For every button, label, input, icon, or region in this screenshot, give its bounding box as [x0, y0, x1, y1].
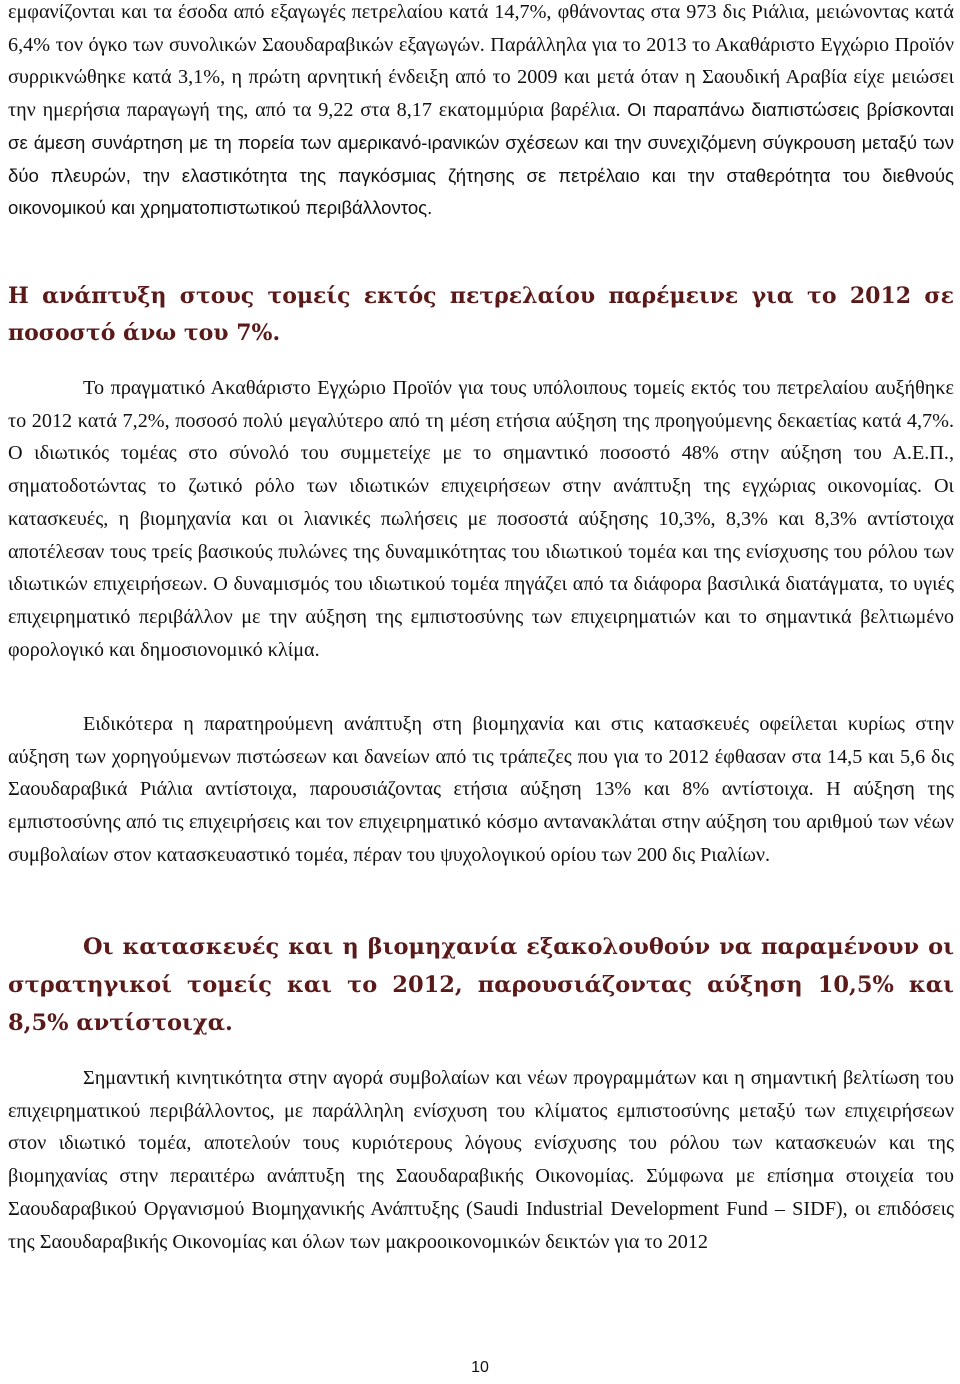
paragraph-4: Σημαντική κινητικότητα στην αγορά συμβολαίων και νέων προγραμμάτων και η σημαντική βελτίωση του επιχειρηματικού περιβάλλοντος, με παράλληλη ενίσχυση του κλίματος εμπιστοσύνης μεταξύ των επιχειρήσεων στον ιδιωτικό τομέα, αποτελούν τους κυριότερους λόγους ενίσχυσης του ρόλου των κατασκευών και της βιομηχανίας στην περαιτέρω ανάπτυξη της Σαουδαραβικής Οικονομίας. Σύμφωνα με επίσημα στοιχεία του Σαουδαραβικού Οργανισμού Βιομηχανικής Ανάπτυξης (Saudi Industrial Development Fund – SIDF), οι επιδόσεις της Σαουδαραβικής Οικονομίας και όλων των μακροοικονομικών δεικτών για το 2012 [8, 1067, 954, 1253]
section-heading-1: Η ανάπτυξη στους τομείς εκτός πετρελαίου παρέμεινε για το 2012 σε ποσοστό άνω του 7%. [8, 283, 954, 346]
intro-paragraph-sans-text: Οι παραπάνω διαπιστώσεις βρίσκονται σε άμεση συνάρτηση με τη πορεία των αμερικανό-ιρανικών σχέσεων και την συνεχιζόμενη σύγκρουση μεταξύ των δύο πλευρών, την ελαστικότητα της παγκόσμιας ζήτησης σε πετρέλαιο και την σταθερότητα του διεθνούς οικονομικού και χρηματοπιστωτικού περιβάλλοντος. [8, 99, 954, 219]
intro-paragraph-serif-text: εμφανίζονται και τα έσοδα από εξαγωγές πετρελαίου κατά 14,7%, φθάνοντας στα 973 δις Ριάλια, μειώνοντας κατά 6,4% τον όγκο των συνολικών Σαουδαραβικών εξαγωγών. Παράλληλα για το 2013 το Ακαθάριστο Εγχώριο Προϊόν συρρικνώθηκε κατά 3,1%, η πρώτη αρνητική ένδειξη από το 2009 και μετά όταν η Σαουδική Αραβία είχε μειώσει την ημερήσια παραγωγή της, από τα 9,22 στα 8,17 εκατομμύρια βαρέλια. [8, 1, 954, 122]
section-heading-2: Οι κατασκευές και η βιομηχανία εξακολουθούν να παραμένουν οι στρατηγικοί τομείς και το 2012, παρουσιάζοντας αύξηση 10,5% και 8,5% αντίστοιχα. [8, 934, 954, 1036]
intro-paragraph [8, 0, 954, 225]
page-number: 10 [471, 1359, 489, 1376]
paragraph-3: Ειδικότερα η παρατηρούμενη ανάπτυξη στη βιομηχανία και στις κατασκευές οφείλεται κυρίως στην αύξηση των χορηγούμενων πιστώσεων και δανείων από τις τράπεζες που για το 2012 έφθασαν στα 14,5 και 5,6 δις Σαουδαραβικά Ριάλια αντίστοιχα, παρουσιάζοντας ετήσια αύξηση 13% και 8% αντίστοιχα. Η αύξηση της εμπιστοσύνης από τις επιχειρήσεις και τον επιχειρηματικό κόσμο αντανακλάται στην αύξηση του αριθμού των νέων συμβολαίων στον κατασκευαστικό τομέα, πέραν του ψυχολογικού ορίου των 200 δις Ριαλίων. [8, 713, 954, 866]
paragraph-2: Το πραγματικό Ακαθάριστο Εγχώριο Προϊόν για τους υπόλοιπους τομείς εκτός του πετρελαίου αυξήθηκε το 2012 κατά 7,2%, ποσοσό πολύ μεγαλύτερο από τη μέση ετήσια αύξηση της προηγούμενης δεκαετίας κατά 4,7%. Ο ιδιωτικός τομέας στο σύνολό του συμμετείχε με το σημαντικό ποσοστό 48% στην αύξηση του Α.Ε.Π., σηματοδοτώντας το ζωτικό ρόλο των ιδιωτικών επιχειρήσεων στην ανάπτυξη της εγχώριας οικονομίας. Οι κατασκευές, η βιομηχανία και οι λιανικές πωλήσεις με ποσοστά αύξησης 10,3%, 8,3% και 8,3% αντίστοιχα αποτέλεσαν τους τρείς βασικούς πυλώνες της δυναμικότητας του ιδιωτικού τομέα και της ενίσχυσης του ρόλου των ιδιωτικών επιχειρήσεων. Ο δυναμισμός του ιδιωτικού τομέα πηγάζει από τα διάφορα βασιλικά διατάγματα, το υγιές επιχειρηματικό περιβάλλον με την αύξηση της εμπιστοσύνης των επιχειρηματιών και το σημαντικά βελτιωμένο φορολογικό και δημοσιονομικό κλίμα. [8, 377, 954, 661]
